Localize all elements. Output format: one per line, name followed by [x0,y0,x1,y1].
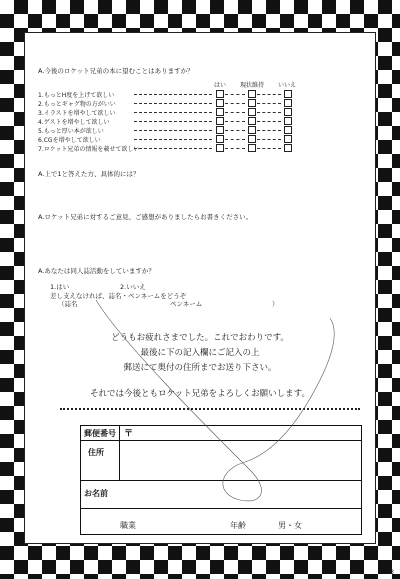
q4-open-paren: （誌名 [58,300,78,308]
name-label: お名前 [84,489,108,498]
q4-prompt: 差し支えなければ、誌名・ペンネームをどうぞ [50,292,187,300]
q4-question: A.あなたは同人誌活動をしていますか？ [38,267,155,275]
q4-close-paren: ） [272,300,279,308]
header-yes: はい [214,82,227,89]
header-no: いいえ [278,82,297,89]
q1-item-label: 3.イラストを増やして欲しい [38,110,116,117]
q4-penname-label: ペンネーム [170,300,203,308]
sex-label: 男・女 [278,521,302,530]
q1-item-label: 6.CGを増やして欲しい [38,137,101,144]
postal-mark-icon[interactable]: 〒 [124,429,134,439]
address-label: 住所 [88,448,104,457]
q1-item-label: 1.もっとH度を上げて欲しい [38,92,115,99]
q4-no[interactable]: 2.いいえ [120,283,146,291]
message-line-1: どうもお疲れさまでした。これでおわりです。 [111,333,289,343]
q1-item-label: 5.もっと厚い本が欲しい [38,128,104,135]
header-keep: 現状維持 [240,82,265,89]
q2-question: A.上で1と答えた方、具体的には？ [38,170,140,178]
q4-yes[interactable]: 1.はい [50,283,70,291]
message-line-3: 郵送にて奥付の住所までお送り下さい。 [123,363,277,373]
job-label: 職業 [120,521,136,530]
age-label: 年齢 [230,521,246,530]
closing-message: それでは今後ともロケット兄弟をよろしくお願いします。 [90,389,310,399]
q1-question: A.今後のロケット兄弟の本に望むことはありますか？ [38,67,194,75]
q3-question: A.ロケット兄弟に対するご意見、ご感想がありましたらお書きください。 [38,213,253,221]
message-line-2: 最後に下の記入欄にご記入の上 [140,348,260,358]
postal-label: 郵便番号 [84,429,116,438]
q1-item-label: 4.ゲストを増やして欲しい [38,119,110,126]
page-number: 33 [386,569,394,576]
q1-item-label: 2.もっとギャグ物の方がいい [38,101,116,108]
q1-item-label: 7.ロケット兄弟の情報を載せて欲しい [38,146,140,153]
